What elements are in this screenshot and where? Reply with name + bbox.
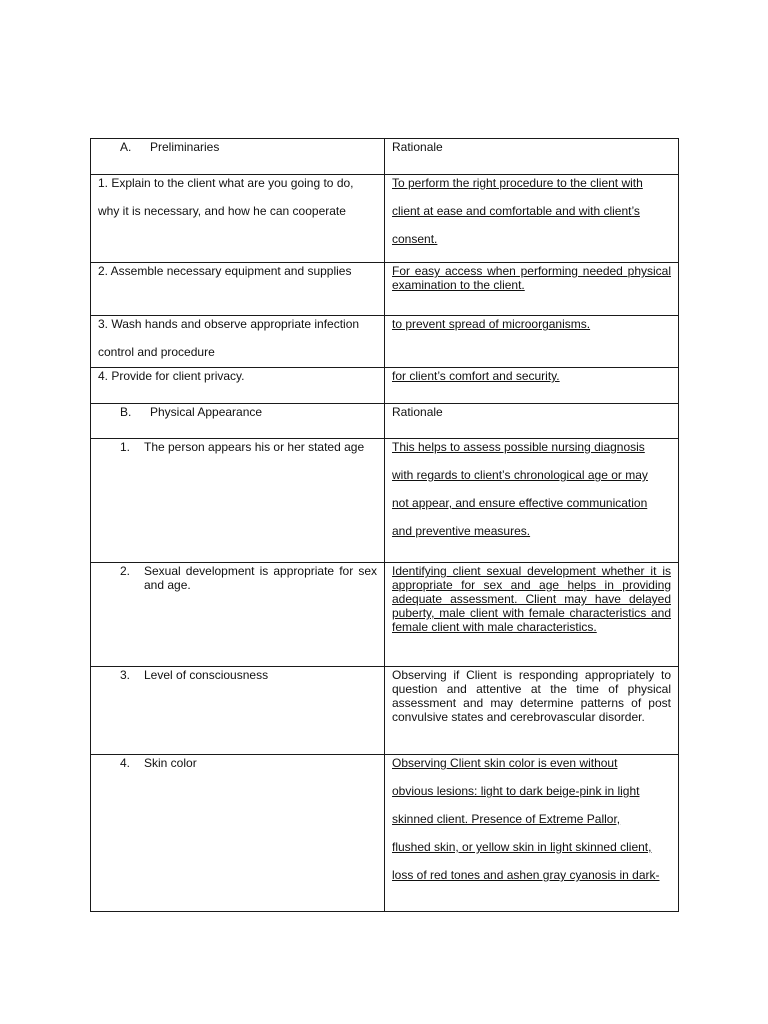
step-rationale: To perform the right procedure to the client with client at ease and comfortable and with client’s consent. <box>392 176 643 246</box>
item-rationale: Identifying client sexual development whether it is appropriate for sex and age helps in providing adequate assessment. Client may have delayed puberty, male client with female characteristics and female client with male characteristics. <box>392 564 671 634</box>
procedure-step: 2. Assemble necessary equipment and supplies <box>98 264 352 278</box>
rationale-header-cell <box>385 139 679 175</box>
rationale-heading: Rationale <box>392 405 443 419</box>
preliminaries-header-row <box>91 139 679 175</box>
step-rationale: for client’s comfort and security. <box>392 369 560 383</box>
step-rationale: For easy access when performing needed physical examination to the client. <box>392 264 671 292</box>
item-number: 3. <box>120 668 131 682</box>
item-rationale: Observing Client skin color is even without obvious lesions: light to dark beige-pink in light skinned client. Presence of Extreme Pallor, flushed skin, or yellow skin in light skinned client, loss of red tones and ashen gray cyanosis in dark- <box>392 756 660 882</box>
assessment-item: Skin color <box>144 756 197 770</box>
rationale-header-cell <box>385 404 679 439</box>
section-title: Physical Appearance <box>150 405 263 419</box>
procedure-step: 4. Provide for client privacy. <box>98 369 245 383</box>
assessment-item: Sexual development is appropriate for sex and age. <box>144 564 377 592</box>
section-letter: B. <box>120 405 132 419</box>
section-letter: A. <box>120 140 132 154</box>
section-title: Preliminaries <box>150 140 220 154</box>
table-row <box>91 439 679 563</box>
item-rationale: Observing if Client is responding appropriately to question and attentive at the time of physical assessment and may determine patterns of post convulsive states and cerebrovascular disorder. <box>392 668 671 724</box>
rationale-heading: Rationale <box>392 140 443 154</box>
assessment-item: The person appears his or her stated age <box>144 440 365 454</box>
table-row <box>91 316 679 368</box>
item-number: 1. <box>120 440 131 454</box>
table-row <box>91 175 679 263</box>
item-rationale: This helps to assess possible nursing diagnosis with regards to client’s chronological age or may not appear, and ensure effective communication and preventive measures. <box>392 440 648 538</box>
procedure-step: 1. Explain to the client what are you going to do, why it is necessary, and how he can cooperate <box>98 176 354 218</box>
assessment-item: Level of consciousness <box>144 668 269 682</box>
item-number: 2. <box>120 564 131 578</box>
physical-appearance-header-row <box>91 404 679 439</box>
step-rationale: to prevent spread of microorganisms. <box>392 317 591 331</box>
table-row <box>91 368 679 404</box>
table-row <box>91 563 679 667</box>
assessment-table <box>90 138 679 912</box>
preliminaries-header-cell <box>91 139 385 175</box>
table-row <box>91 667 679 755</box>
table-row <box>91 755 679 912</box>
item-number: 4. <box>120 756 131 770</box>
physical-appearance-header-cell <box>91 404 385 439</box>
procedure-step: 3. Wash hands and observe appropriate infection control and procedure <box>98 317 360 359</box>
table-row <box>91 263 679 316</box>
